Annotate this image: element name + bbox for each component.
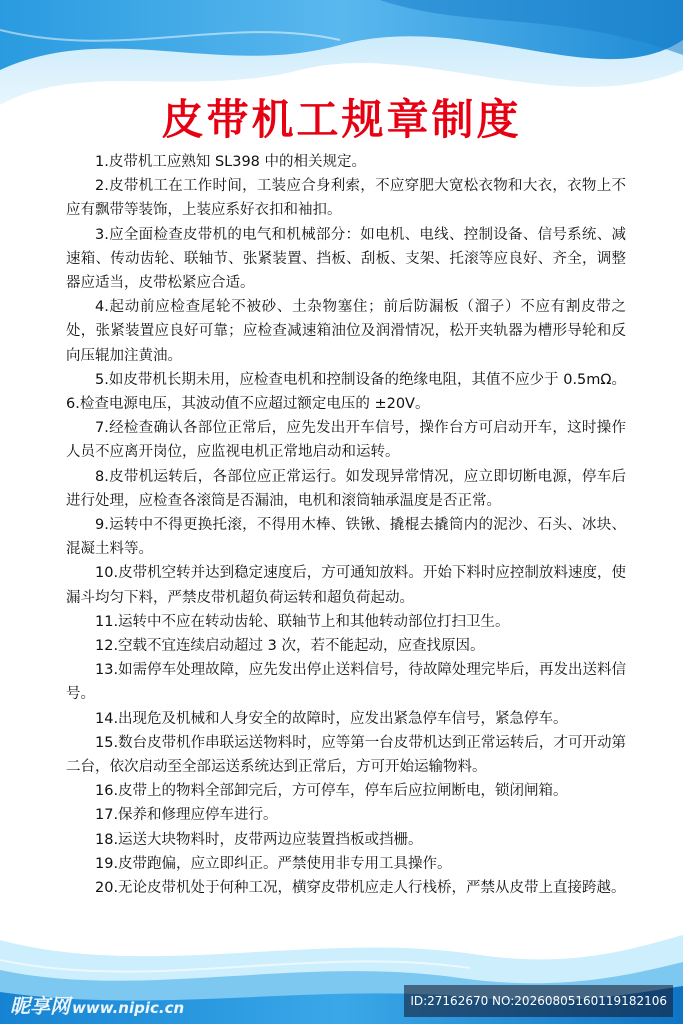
rule-item: 14.出现危及机械和人身安全的故障时，应发出紧急停车信号，紧急停车。 [95, 710, 568, 727]
rule-item: 13.如需停车处理故障，应先发出停止送料信号，待故障处理完毕后，再发出送料信号。 [66, 662, 626, 703]
rule-item: 12.空载不宜连续启动超过 3 次，若不能起动，应查找原因。 [95, 638, 485, 655]
rule-item: 10.皮带机空转并达到稳定速度后，方可通知放料。开始下料时应控制放料速度，使漏斗均匀下料，严禁皮带机超负荷运转和超负荷起动。 [66, 565, 626, 606]
rule-item: 20.无论皮带机处于何种工况，横穿皮带机应走人行栈桥，严禁从皮带上直接跨越。 [95, 880, 626, 897]
rule-item: 1.皮带机工应熟知 SL398 中的相关规定。 [95, 154, 367, 170]
rule-item: 3.应全面检查皮带机的电气和机械部分：如电机、电线、控制设备、信号系统、减速箱、传动齿轮、联轴节、张紧装置、挡板、刮板、支架、托滚等应良好、齐全，调整器应适当，皮带松紧应合适。 [66, 226, 626, 292]
page-title: 皮带机工规章制度 [161, 95, 522, 144]
rule-item: 11.运转中不应在转动齿轮、联轴节上和其他转动部位打扫卫生。 [95, 613, 510, 630]
rules-list [66, 150, 626, 900]
watermark-logo [10, 990, 184, 1019]
rule-item: 4.起动前应检查尾轮不被砂、土杂物塞住；前后防漏板（溜子）不应有割皮带之处，张紧装置应良好可靠；应检查减速箱油位及润滑情况，松开夹轨器为槽形导轮和反向压辊加注黄油。 [66, 299, 626, 364]
rule-item: 16.皮带上的物料全部卸完后，方可停车，停车后应拉闸断电，锁闭闸箱。 [95, 783, 568, 800]
watermark-logo-text: 昵享网 [10, 994, 70, 1018]
rule-item: 7.经检查确认各部位正常后，应先发出开车信号，操作台方可启动开车，这时操作人员不应离开岗位，应监视电机正常地启动和运转。 [66, 420, 626, 461]
rule-item: 9.运转中不得更换托滚，不得用木棒、铁锹、撬棍去撬筒内的泥沙、石头、冰块、混凝土料等。 [66, 517, 626, 558]
rule-item: 5.如皮带机长期未用，应检查电机和控制设备的绝缘电阻，其值不应少于 0.5mΩ。6.检查电源电压，其波动值不应超过额定电压的 ±20V。 [66, 371, 626, 413]
rule-item: 8.皮带机运转后，各部位应正常运行。如发现异常情况，应立即切断电源，停车后进行处理，应检查各滚筒是否漏油，电机和滚筒轴承温度是否正常。 [66, 468, 626, 509]
rule-item: 15.数台皮带机作串联运送物料时，应等第一台皮带机达到正常运转后，才可开动第二台，依次启动至全部运送系统达到正常后，方可开始运输物料。 [66, 734, 626, 776]
rule-item: 17.保养和修理应停车进行。 [95, 807, 278, 824]
watermark-id: ID:27162670 NO:20260805160119182106 [404, 985, 673, 1017]
watermark-site: www.nipic.cn [72, 999, 185, 1017]
rule-item: 2.皮带机工在工作时间，工装应合身利索，不应穿肥大宽松衣物和大衣，衣物上不应有飘带等装饰，上装应系好衣扣和袖扣。 [66, 178, 626, 219]
rule-item: 18.运送大块物料时，皮带两边应装置挡板或挡栅。 [95, 831, 423, 848]
rule-item: 19.皮带跑偏，应立即纠正。严禁使用非专用工具操作。 [95, 855, 452, 872]
